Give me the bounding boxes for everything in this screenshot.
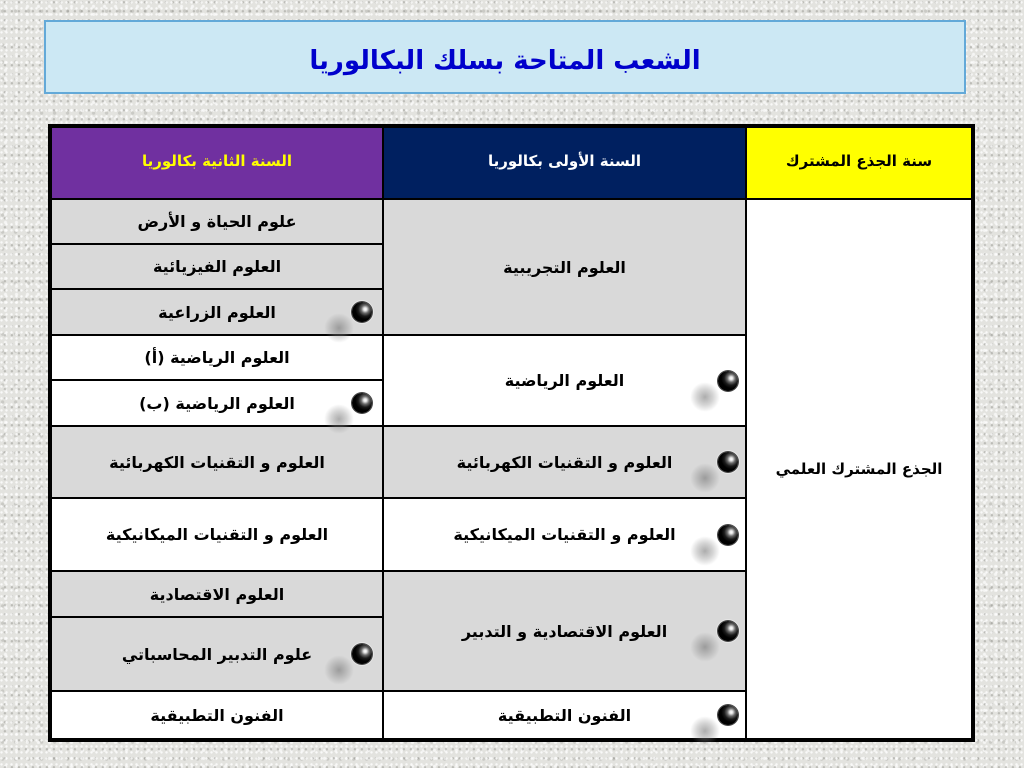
second-year-branch-cell <box>52 692 382 738</box>
second-year-branch-label: العلوم الرياضية (ب) <box>139 393 295 413</box>
slide-title: الشعب المتاحة بسلك البكالوريا <box>309 46 701 76</box>
first-year-branch-label: العلوم و التقنيات الكهربائية <box>456 452 673 472</box>
bullet-shadow <box>690 716 720 746</box>
second-year-branch-cell <box>52 618 382 690</box>
second-year-branch-label: العلوم و التقنيات الكهربائية <box>109 452 325 472</box>
first-year-branch-cell <box>384 427 745 497</box>
bullet-ball <box>718 371 738 391</box>
second-year-branch-label: العلوم الاقتصادية <box>149 584 285 604</box>
header-second-year <box>52 128 382 198</box>
second-year-branch-label: العلوم الرياضية (أ) <box>144 348 290 367</box>
bullet-ball <box>718 621 738 641</box>
bullet-ball <box>718 705 738 725</box>
first-year-branch-cell <box>384 200 745 334</box>
first-year-branch-label: العلوم الاقتصادية و التدبير <box>461 621 668 641</box>
bullet-icon <box>718 452 738 472</box>
bullet-icon <box>718 621 738 641</box>
first-year-branch-cell <box>384 336 745 425</box>
header-second-year-label: السنة الثانية بكالوريا <box>142 152 293 170</box>
header-common-core <box>747 128 971 198</box>
first-year-branch-label: العلوم و التقنيات الميكانيكية <box>453 525 676 544</box>
second-year-branch-label: علوم التدبير المحاسباتي <box>121 644 313 664</box>
bullet-icon <box>352 393 372 413</box>
header-first-year <box>384 128 745 198</box>
second-year-branch-cell <box>52 245 382 288</box>
header-first-year-label: السنة الأولى بكالوريا <box>487 152 642 170</box>
bullet-icon <box>718 705 738 725</box>
bullet-ball <box>352 393 372 413</box>
bullet-ball <box>718 525 738 545</box>
bullet-ball <box>718 452 738 472</box>
second-year-branch-cell <box>52 572 382 616</box>
bullet-icon <box>352 644 372 664</box>
second-year-branch-label: العلوم الفيزيائية <box>152 257 282 276</box>
branches-table <box>48 124 975 742</box>
bullet-ball <box>352 302 372 322</box>
bullet-shadow <box>324 655 354 685</box>
first-year-branch-cell <box>384 499 745 570</box>
first-year-branch-label: العلوم التجريبية <box>503 257 626 277</box>
second-year-branch-cell <box>52 427 382 497</box>
common-core-label: الجذع المشترك العلمي <box>775 460 943 478</box>
first-year-branch-label: العلوم الرياضية <box>504 371 625 390</box>
first-year-branch-cell <box>384 692 745 738</box>
second-year-branch-cell <box>52 200 382 243</box>
bullet-icon <box>352 302 372 322</box>
second-year-branch-label: علوم الحياة و الأرض <box>137 212 297 231</box>
second-year-branch-label: العلوم و التقنيات الميكانيكية <box>105 525 329 544</box>
first-year-branch-cell <box>384 572 745 690</box>
bullet-shadow <box>690 463 720 493</box>
bullet-shadow <box>690 536 720 566</box>
bullet-icon <box>718 525 738 545</box>
second-year-branch-label: الفنون التطبيقية <box>150 705 284 725</box>
bullet-shadow <box>324 404 354 434</box>
second-year-branch-cell <box>52 336 382 379</box>
second-year-branch-cell <box>52 499 382 570</box>
title-banner <box>44 20 966 94</box>
second-year-branch-cell <box>52 290 382 334</box>
bullet-shadow <box>690 632 720 662</box>
common-core-cell <box>747 200 971 738</box>
second-year-branch-cell <box>52 381 382 425</box>
header-common-core-label: سنة الجذع المشترك <box>785 152 933 170</box>
bullet-shadow <box>690 382 720 412</box>
bullet-shadow <box>324 313 354 343</box>
second-year-branch-label: العلوم الزراعية <box>158 302 276 322</box>
first-year-branch-label: الفنون التطبيقية <box>497 705 632 725</box>
bullet-ball <box>352 644 372 664</box>
bullet-icon <box>718 371 738 391</box>
